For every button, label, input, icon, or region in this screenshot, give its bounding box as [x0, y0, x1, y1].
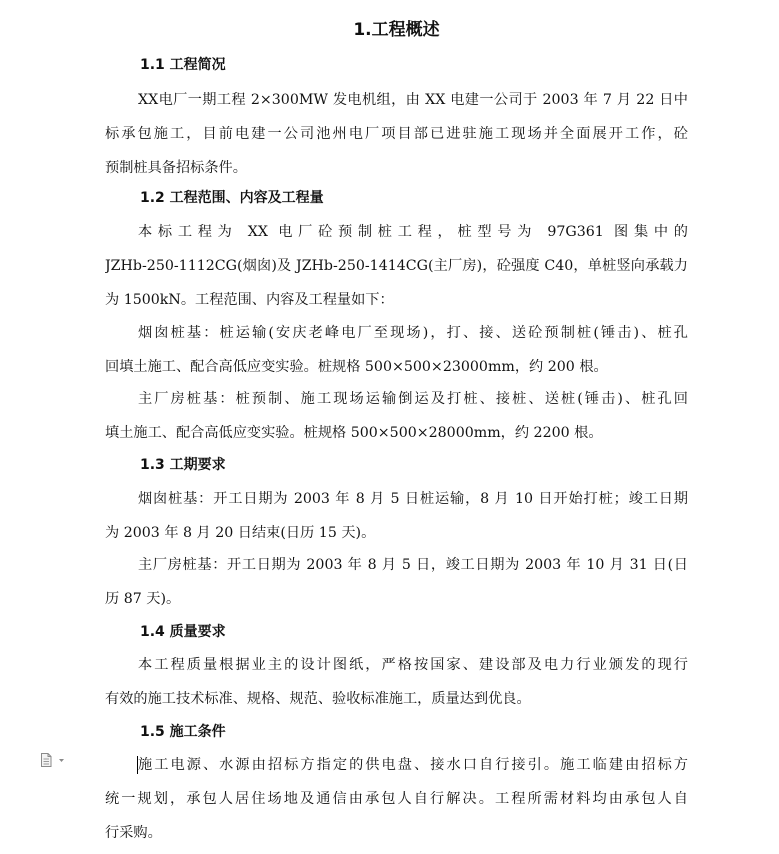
text-line: 预制桩具备招标条件。	[105, 160, 247, 176]
text-line: 历 87 天)。	[105, 591, 181, 607]
paragraph-quality	[105, 648, 688, 716]
text-line: 统一规划，承包人居住场地及通信由承包人自行解决。工程所需材料均由承包人自	[105, 791, 688, 807]
paragraph-main-building-piles	[105, 382, 688, 450]
text-line: 标承包施工，目前电建一公司池州电厂项目部已进驻施工现场并全面展开工作，砼	[105, 126, 688, 142]
paragraph-scope-intro	[105, 215, 688, 317]
paragraph-main-building-schedule	[105, 548, 688, 616]
text-line: 烟囱桩基：开工日期为 2003 年 8 月 5 日桩运输，8 月 10 日开始打桩；竣工日期	[138, 491, 688, 507]
text-line: 本标工程为 XX 电厂砼预制桩工程，桩型号为 97G361 图集中的	[138, 224, 688, 240]
text-line: 为 1500kN。工程范围、内容及工程量如下：	[105, 292, 394, 308]
paragraph-project-overview	[105, 83, 688, 185]
section-heading-1-2: 1.2 工程范围、内容及工程量	[140, 190, 324, 206]
text-line: 回填土施工、配合高低应变实验。桩规格 500×500×23000mm，约 200 根。	[105, 359, 608, 375]
text-line: 行采购。	[105, 825, 162, 841]
text-line: XX电厂一期工程 2×300MW 发电机组，由 XX 电建一公司于 2003 年 7 月 22 日中	[138, 92, 688, 108]
text-line: 烟囱桩基：桩运输(安庆老峰电厂至现场)，打、接、送砼预制桩(锤击)、桩孔	[138, 325, 688, 341]
text-line: 为 2003 年 8 月 20 日结束(日历 15 天)。	[105, 525, 376, 541]
text-line: 施工电源、水源由招标方指定的供电盘、接水口自行接引。施工临建由招标方	[138, 757, 688, 773]
section-heading-1-5: 1.5 施工条件	[140, 724, 226, 740]
text-line: 主厂房桩基：开工日期为 2003 年 8 月 5 日，竣工日期为 2003 年 10 月 31 日(日	[138, 557, 688, 573]
document-title: 1.工程概述	[353, 20, 440, 40]
text-line: 本工程质量根据业主的设计图纸，严格按国家、建设部及电力行业颁发的现行	[138, 657, 688, 673]
paragraph-chimney-schedule	[105, 482, 688, 550]
section-heading-1-3: 1.3 工期要求	[140, 457, 226, 473]
text-line: 主厂房桩基：桩预制、施工现场运输倒运及打桩、接桩、送桩(锤击)、桩孔回	[138, 391, 688, 407]
document-options-icon[interactable]	[40, 752, 70, 768]
section-heading-1-1: 1.1 工程简况	[140, 57, 226, 73]
text-line: JZHb-250-1112CG(烟囱)及 JZHb-250-1414CG(主厂房)，砼强度 C40，单桩竖向承载力	[105, 258, 688, 274]
text-line: 有效的施工技术标准、规格、规范、验收标准施工，质量达到优良。	[105, 691, 531, 707]
text-line: 填土施工、配合高低应变实验。桩规格 500×500×28000mm，约 2200 根。	[105, 425, 603, 441]
section-heading-1-4: 1.4 质量要求	[140, 624, 226, 640]
text-cursor	[137, 756, 138, 774]
document-options-icon-glyph	[40, 752, 70, 768]
paragraph-chimney-piles	[105, 316, 688, 384]
paragraph-construction-conditions[interactable]	[105, 748, 688, 850]
